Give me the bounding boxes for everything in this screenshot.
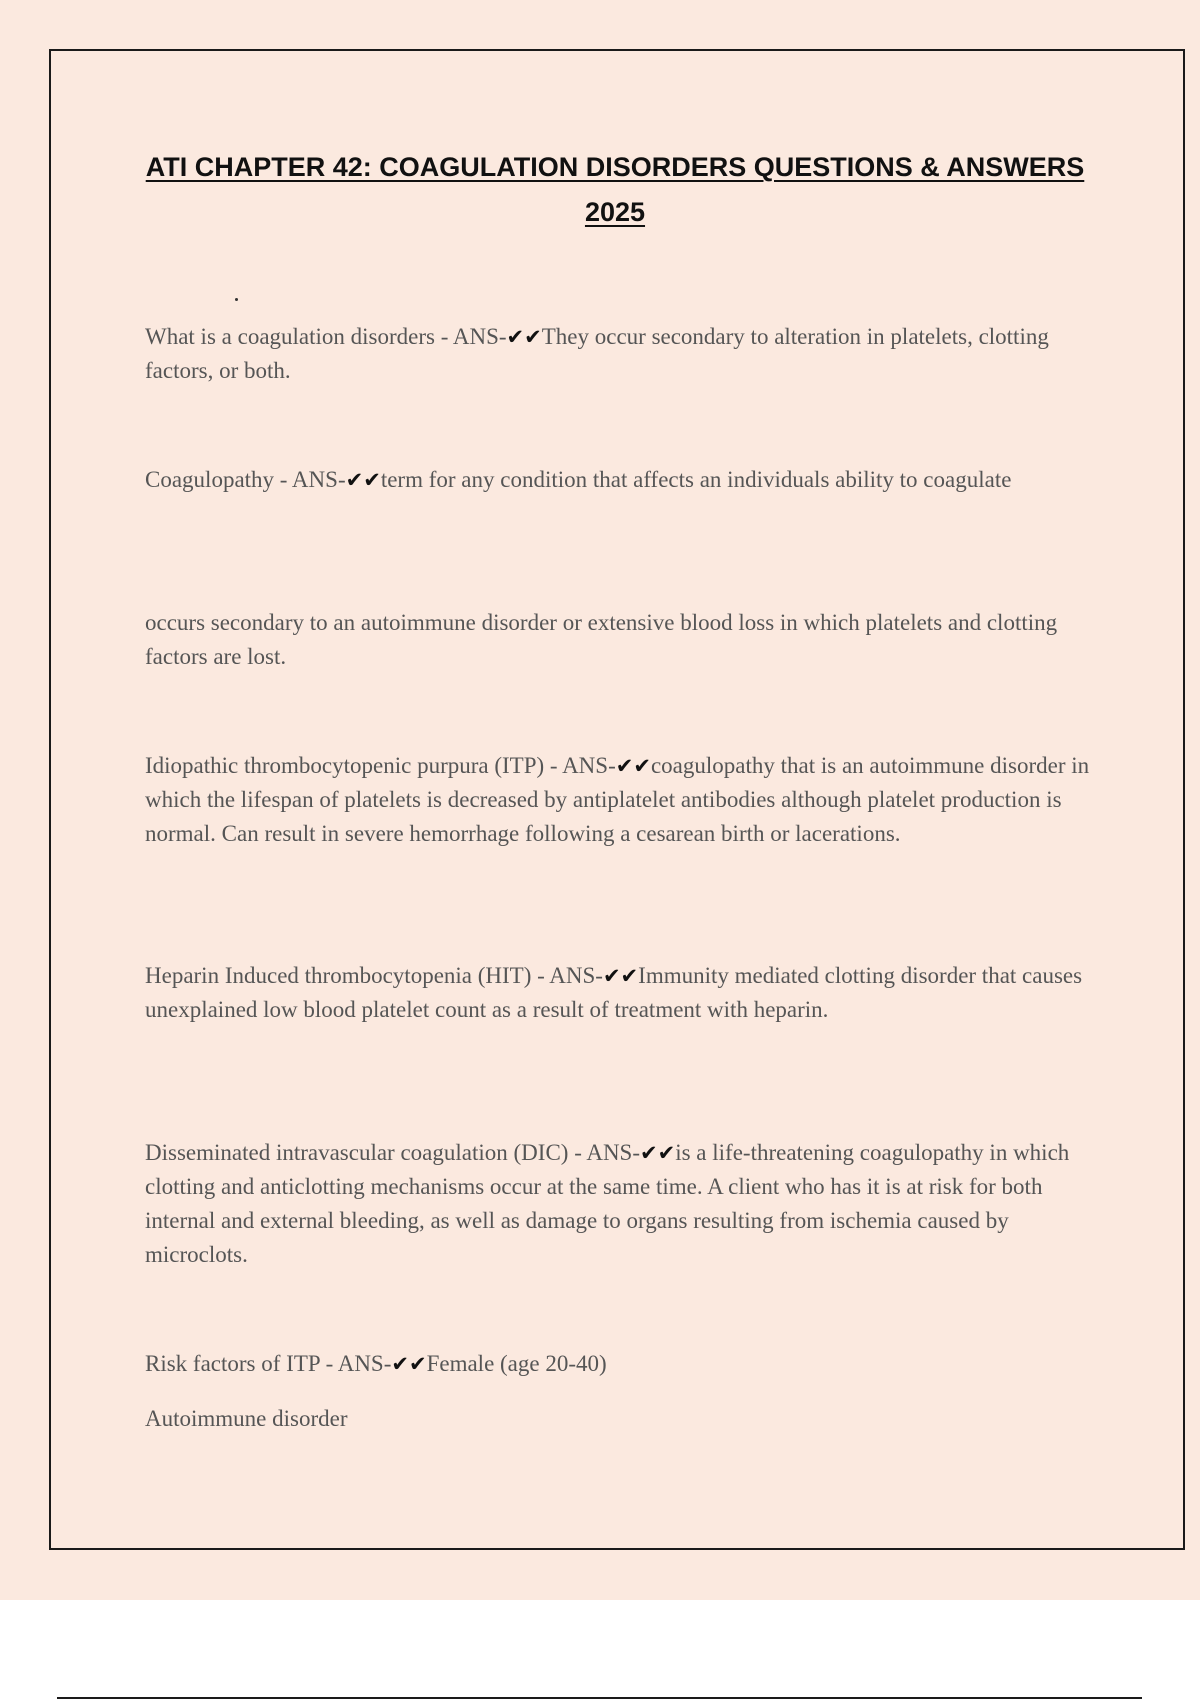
qa-entry	[145, 463, 1100, 497]
qa-entry	[145, 1136, 1100, 1272]
checkmark-icon: ✔✔	[640, 1141, 676, 1165]
title-line-2: 2025	[584, 197, 646, 227]
qa-entry	[145, 1347, 1100, 1381]
qa-entry	[145, 749, 1100, 851]
checkmark-icon: ✔✔	[345, 468, 381, 492]
qa-question: Idiopathic thrombocytopenic purpura (ITP) - ANS-	[145, 753, 616, 778]
qa-question: Disseminated intravascular coagulation (DIC) - ANS-	[145, 1140, 641, 1165]
qa-question: Coagulopathy - ANS-	[145, 467, 346, 492]
qa-answer: coagulopathy that is an autoimmune disorder in which the lifespan of platelets is decreased by antiplatelet antibodies although platelet production is normal. Can result in severe hemorrhage following a cesarean birth or lacerations.	[145, 753, 1090, 846]
checkmark-icon: ✔✔	[506, 325, 542, 349]
stray-dot	[235, 298, 238, 301]
qa-entry	[145, 606, 1100, 674]
checkmark-icon: ✔✔	[602, 964, 639, 988]
qa-answer: is a life-threatening coagulopathy in which clotting and anticlotting mechanisms occur at the same time. A client who has it is at risk for both internal and external bleeding, as well as damage to organs resulting from ischemia caused by microclots.	[145, 1140, 1070, 1267]
qa-entry	[145, 1402, 1100, 1436]
qa-answer: Immunity mediated clotting disorder that causes unexplained low blood platelet count as a result of treatment with heparin.	[145, 963, 1083, 1022]
footer-rule	[57, 1697, 1142, 1699]
title-line-1: ATI CHAPTER 42: COAGULATION DISORDERS QUESTIONS & ANSWERS	[145, 152, 1085, 182]
qa-question: Risk factors of ITP - ANS-	[145, 1351, 392, 1376]
qa-entry	[145, 959, 1100, 1027]
qa-answer: term for any condition that affects an individuals ability to coagulate	[380, 467, 1012, 492]
qa-answer: They occur secondary to alteration in platelets, clotting factors, or both.	[145, 324, 1049, 383]
qa-question: What is a coagulation disorders - ANS-	[145, 324, 507, 349]
checkmark-icon: ✔✔	[391, 1352, 427, 1376]
qa-answer: Female (age 20-40)	[426, 1351, 607, 1376]
qa-answer: occurs secondary to an autoimmune disorder or extensive blood loss in which platelets and clotting factors are lost.	[145, 610, 1058, 669]
document-title	[110, 145, 1120, 235]
qa-answer: Autoimmune disorder	[145, 1406, 348, 1431]
qa-question: Heparin Induced thrombocytopenia (HIT) - ANS-	[145, 963, 603, 988]
checkmark-icon: ✔✔	[615, 754, 651, 778]
qa-entry	[145, 320, 1100, 388]
